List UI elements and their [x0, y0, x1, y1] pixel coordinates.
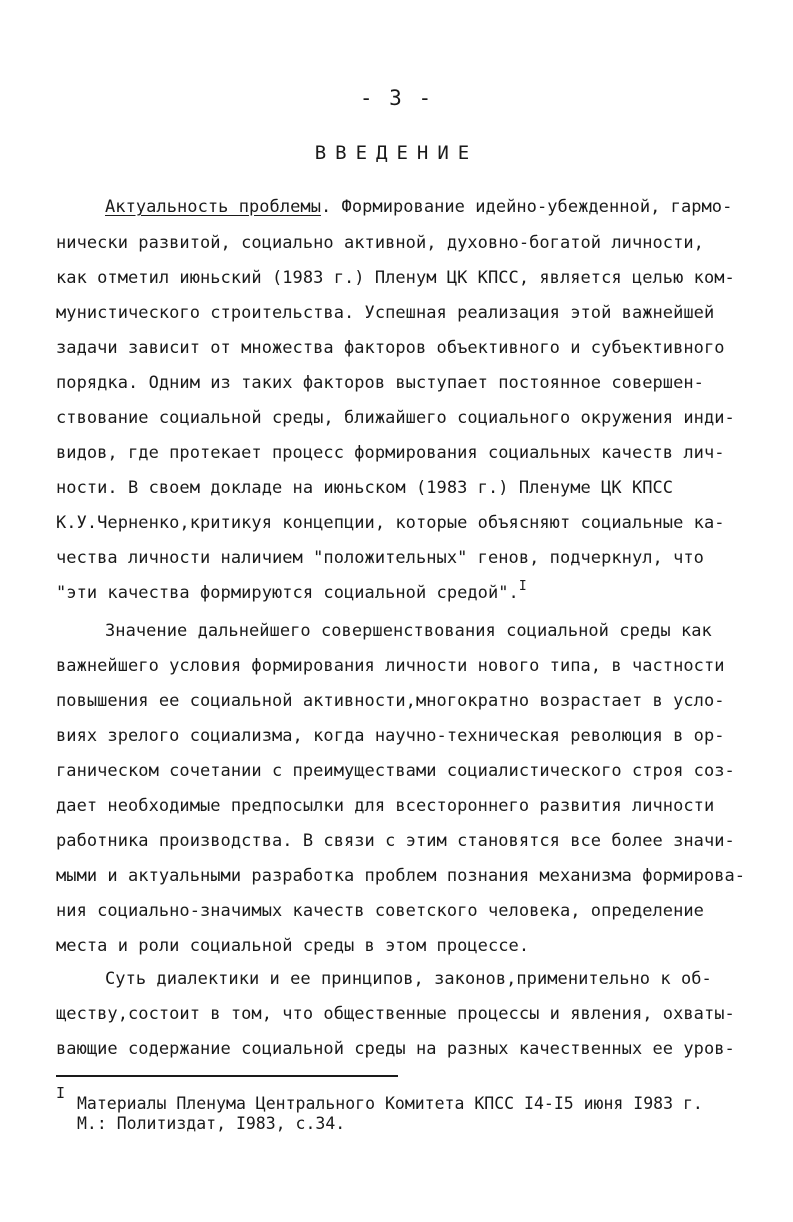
paragraph-1-line-2: нически развитой, социально активной, духовно-богатой личности, [56, 233, 704, 253]
page-number: - 3 - [359, 86, 434, 110]
footnote-marker: I [56, 1084, 66, 1102]
paragraph-2-line-2: важнейшего условия формирования личности нового типа, в частности [56, 656, 725, 676]
paragraph-1-line-11: чества личности наличием "положительных" генов, подчеркнул, что [56, 548, 704, 568]
paragraph-1-line-7: ствование социальной среды, ближайшего социального окружения инди- [56, 408, 735, 428]
paragraph-1-line-10: К.У.Черненко,критикуя концепции, которые объясняют социальные ка- [56, 513, 725, 533]
paragraph-2-line-4: виях зрелого социализма, когда научно-техническая революция в ор- [56, 726, 725, 746]
paragraph-2-line-6: дает необходимые предпосылки для всестороннего развития личности [56, 796, 715, 816]
paragraph-3-line-3: вающие содержание социальной среды на разных качественных ее уров- [56, 1039, 735, 1059]
paragraph-1-line-8: видов, где протекает процесс формирования социальных качеств лич- [56, 443, 725, 463]
section-heading: ВВЕДЕНИЕ [314, 142, 479, 164]
paragraph-1-line-1 [105, 196, 732, 218]
paragraph-2-line-3: повышения ее социальной активности,многократно возрастает в усло- [56, 691, 725, 711]
paragraph-3-line-1: Суть диалектики и ее принципов, законов,применительно к об- [105, 969, 712, 989]
footnote-line-2: М.: Политиздат, I983, с.34. [77, 1114, 346, 1133]
paragraph-2-line-7: работника производства. В связи с этим становятся все более значи- [56, 831, 735, 851]
paragraph-1-line-1-text: . Формирование идейно-убежденной, гармо- [320, 197, 733, 217]
paragraph-3-line-2: ществу,состоит в том, что общественные процессы и явления, охваты- [56, 1004, 735, 1024]
topic-label: Актуальность проблемы [105, 197, 321, 217]
footnote-reference: I [518, 579, 527, 594]
paragraph-2-line-10: места и роли социальной среды в этом процессе. [56, 936, 530, 956]
paragraph-2-line-1: Значение дальнейшего совершенствования социальной среды как [105, 621, 712, 641]
paragraph-1-line-5: задачи зависит от множества факторов объективного и субъективного [56, 338, 725, 358]
quote-text: "эти качества формируются социальной средой". [56, 583, 519, 603]
paragraph-2-line-9: ния социально-значимых качеств советского человека, определение [56, 901, 704, 921]
paragraph-1-line-6: порядка. Одним из таких факторов выступает постоянное совершен- [56, 373, 704, 393]
paragraph-1-line-9: ности. В своем докладе на июньском (1983 г.) Пленуме ЦК КПСС [56, 478, 674, 498]
paragraph-2-line-8: мыми и актуальными разработка проблем познания механизма формирова- [56, 866, 746, 886]
footnote-divider [56, 1075, 398, 1077]
paragraph-1-line-12 [56, 579, 527, 604]
paragraph-1-line-3: как отметил июньский (1983 г.) Пленум ЦК КПСС, является целью ком- [56, 268, 735, 288]
paragraph-2-line-5: ганическом сочетании с преимуществами социалистического строя соз- [56, 761, 735, 781]
paragraph-1-line-4: мунистического строительства. Успешная реализация этой важнейшей [56, 303, 715, 323]
footnote-line-1: Материалы Пленума Центрального Комитета КПСС I4-I5 июня I983 г. [77, 1094, 703, 1113]
